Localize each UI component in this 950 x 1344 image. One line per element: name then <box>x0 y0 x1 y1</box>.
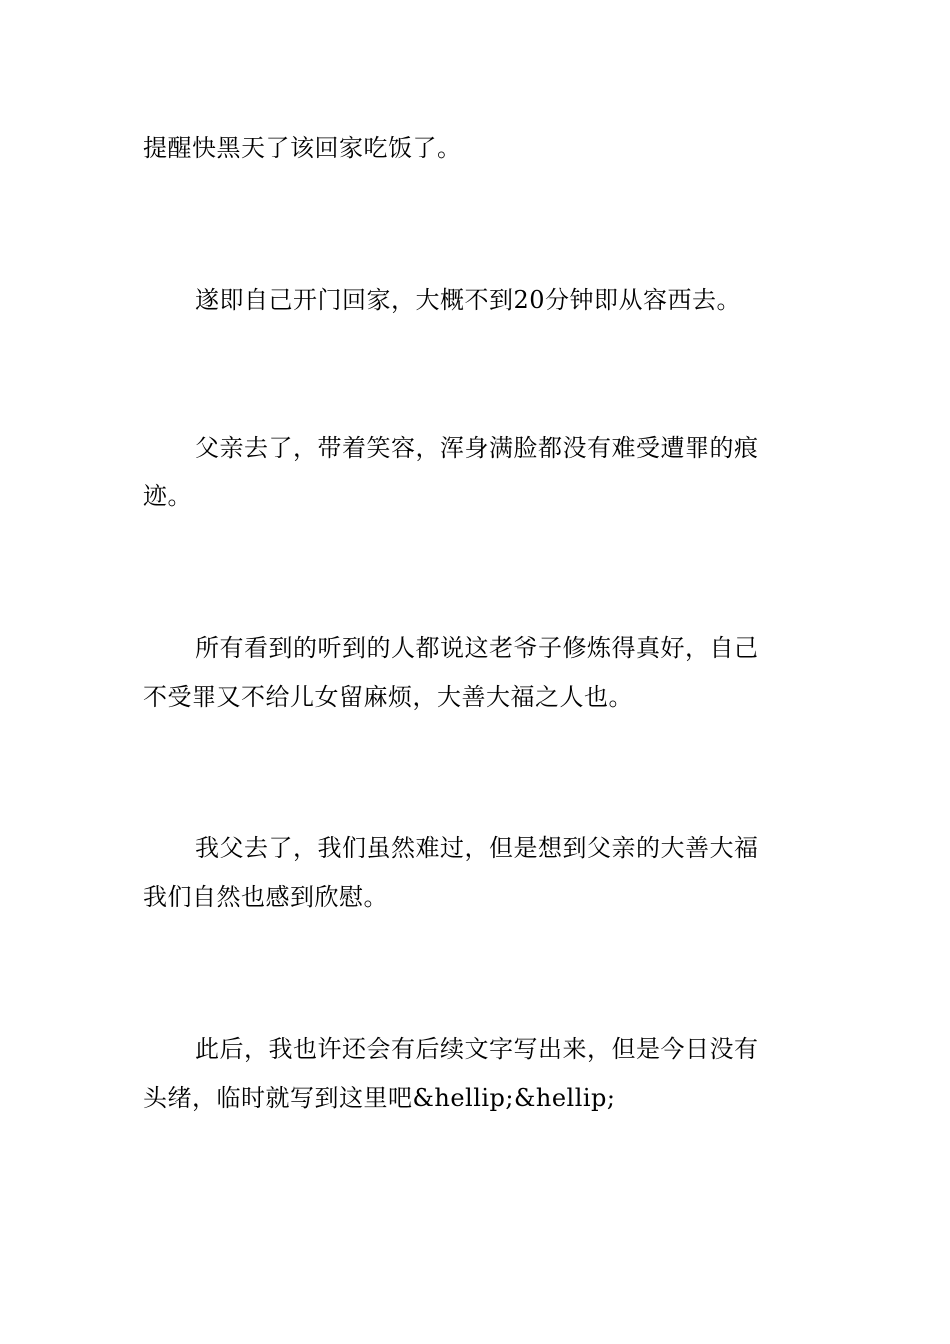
paragraph-6-line-2: 头绪，临时就写到这里吧&hellip;&hellip; <box>143 1084 616 1112</box>
paragraph-2-line-1: 遂即自己开门回家，大概不到20分钟即从容西去。 <box>195 286 742 314</box>
paragraph-4-line-1: 所有看到的听到的人都说这老爷子修炼得真好，自己 <box>195 634 759 662</box>
paragraph-6-line-1: 此后，我也许还会有后续文字写出来，但是今日没有 <box>195 1035 759 1063</box>
paragraph-1-line-1: 提醒快黑天了该回家吃饭了。 <box>143 134 462 162</box>
paragraph-3-line-1: 父亲去了，带着笑容，浑身满脸都没有难受遭罪的痕 <box>195 434 759 462</box>
paragraph-5-line-1: 我父去了，我们虽然难过，但是想到父亲的大善大福 <box>195 834 759 862</box>
paragraph-3-line-2: 迹。 <box>143 482 192 510</box>
paragraph-5-line-2: 我们自然也感到欣慰。 <box>143 883 388 911</box>
paragraph-4-line-2: 不受罪又不给儿女留麻烦，大善大福之人也。 <box>143 683 633 711</box>
